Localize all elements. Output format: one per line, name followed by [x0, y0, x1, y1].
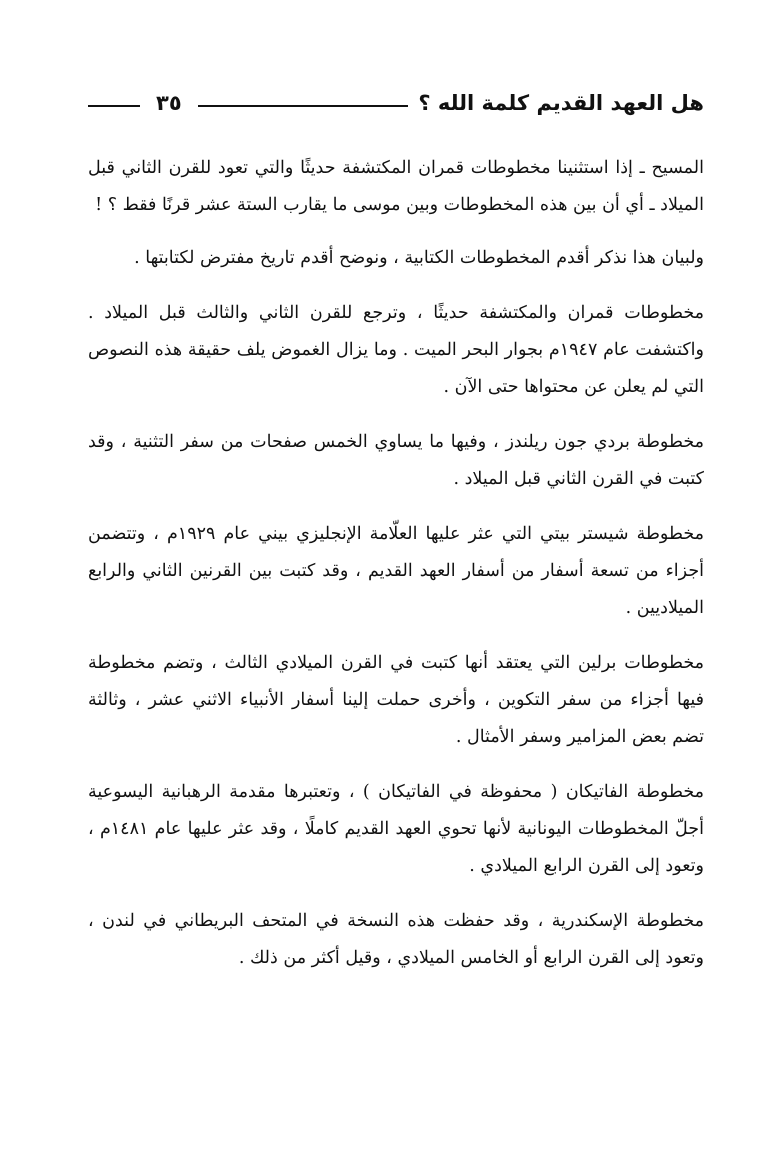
header-rule-right	[198, 105, 409, 107]
running-header-title: هل العهد القديم كلمة الله ؟	[418, 91, 704, 115]
paragraph-5: مخطوطة شيستر بيتي التي عثر عليها العلّامة الإنجليزي بيني عام ١٩٢٩م ، وتتضمن أجزاء من تسعة أسفار من أسفار العهد القديم ، وقد كتبت بين القرنين الثاني والرابع الميلاديين .	[88, 524, 704, 618]
paragraph-4: مخطوطة بردي جون ريلندز ، وفيها ما يساوي الخمس صفحات من سفر التثنية ، وقد كتبت في القرن الثاني قبل الميلاد .	[88, 432, 704, 489]
paragraph-6: مخطوطات برلين التي يعتقد أنها كتبت في القرن الميلادي الثالث ، وتضم مخطوطة فيها أجزاء من سفر التكوين ، وأخرى حملت إلينا أسفار الأنبياء الاثني عشر ، وثالثة تضم بعض المزامير وسفر الأمثال .	[88, 653, 704, 747]
body-text	[88, 150, 704, 995]
paragraph-2: ولبيان هذا نذكر أقدم المخطوطات الكتابية ، ونوضح أقدم تاريخ مفترض لكتابتها .	[134, 248, 704, 268]
running-header	[88, 88, 704, 118]
paragraph-3: مخطوطات قمران والمكتشفة حديثًا ، وترجع للقرن الثاني والثالث قبل الميلاد . واكتشفت عام ١٩٤٧م بجوار البحر الميت . وما يزال الغموض يلف حقيقة هذه النصوص التي لم يعلن عن محتواها حتى الآن .	[88, 303, 704, 397]
paragraph-7: مخطوطة الفاتيكان ( محفوظة في الفاتيكان ) ، وتعتبرها مقدمة الرهبانية اليسوعية أجلّ المخطوطات اليونانية لأنها تحوي العهد القديم كاملًا ، وقد عثر عليها عام ١٤٨١م ، وتعود إلى القرن الرابع الميلادي .	[88, 782, 704, 876]
paragraph-8: مخطوطة الإسكندرية ، وقد حفظت هذه النسخة في المتحف البريطاني في لندن ، وتعود إلى القرن الرابع أو الخامس الميلادي ، وقيل أكثر من ذلك .	[88, 911, 704, 968]
paragraph-1: المسيح ـ إذا استثنينا مخطوطات قمران المكتشفة حديثًا والتي تعود للقرن الثاني قبل الميلاد ـ أي أن بين هذه المخطوطات وبين موسى ما يقارب الستة عشر قرنًا فقط ؟ !	[88, 158, 704, 215]
header-rule-left	[88, 105, 140, 107]
page-number: ٣٥	[156, 91, 182, 115]
